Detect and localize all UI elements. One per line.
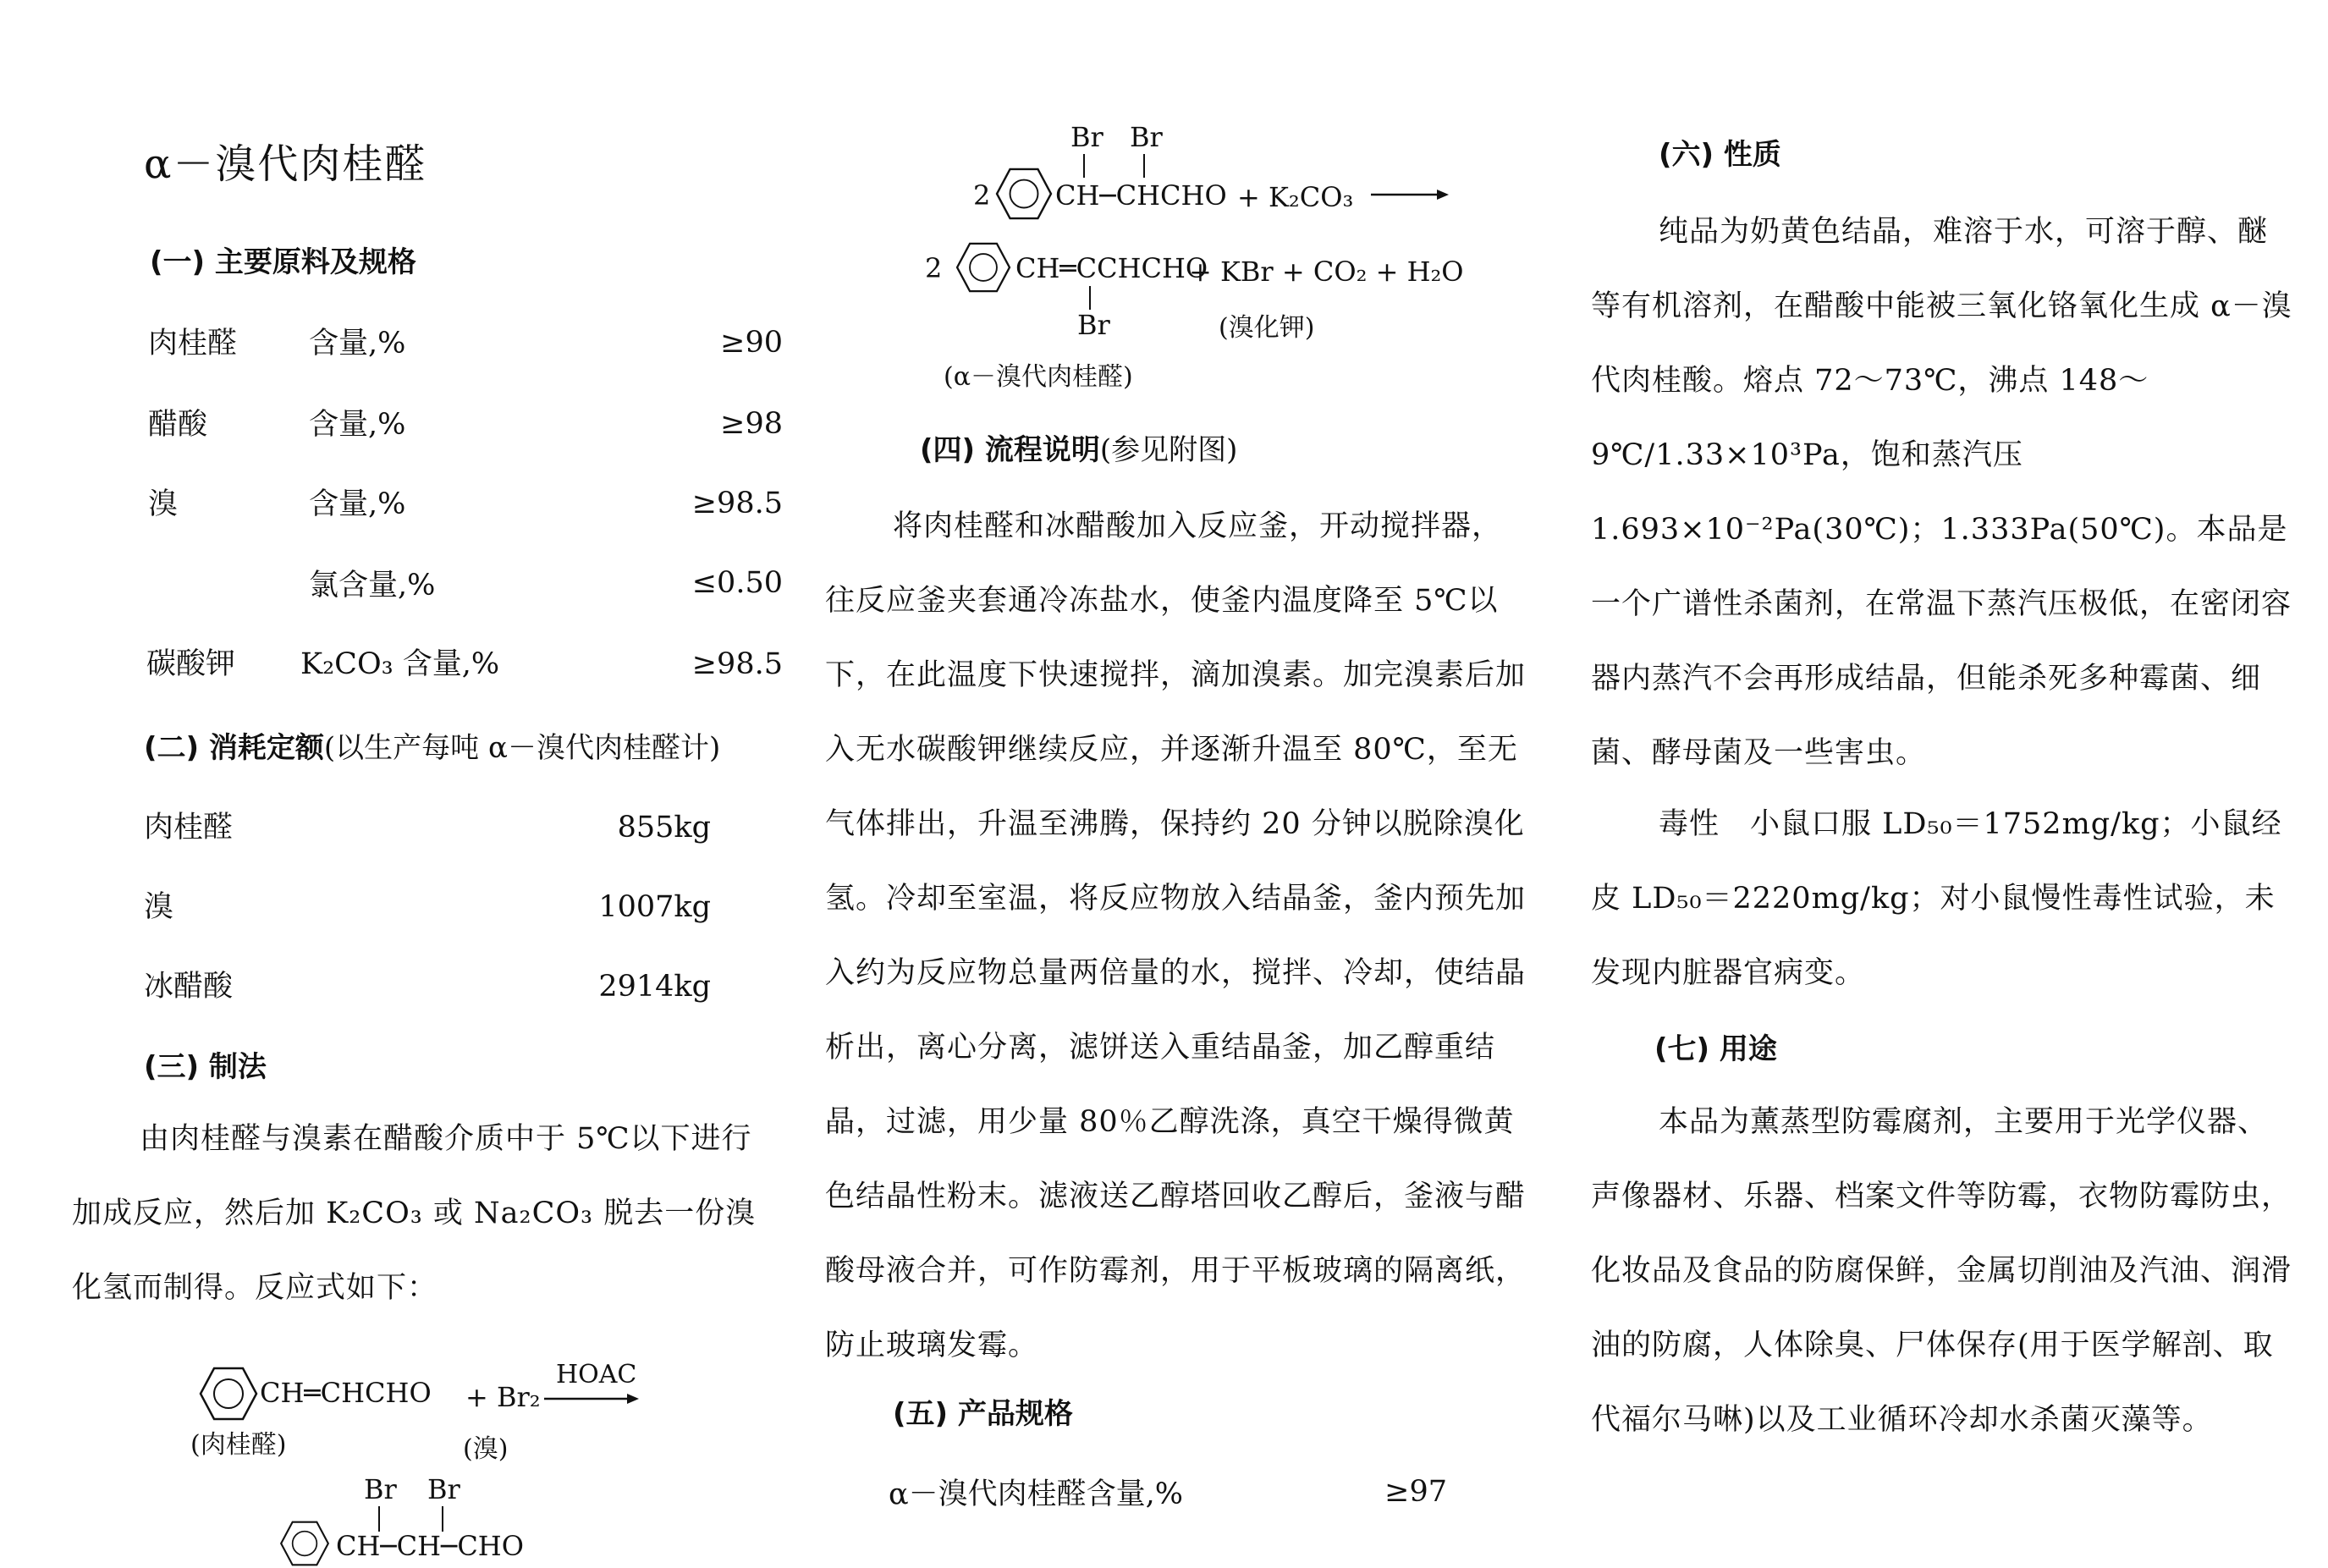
material-spec: K₂CO₃ 含量,% xyxy=(300,647,500,681)
reaction3-label-product: (α－溴代肉桂醛) xyxy=(944,362,1133,392)
uses-heading: (七) 用途 xyxy=(1654,1032,1777,1066)
material-name: 溴 xyxy=(148,487,179,521)
consumption-heading-note: (以生产每吨 α－溴代肉桂醛计) xyxy=(323,731,721,765)
intermediate-chain: CH─CH─CHO xyxy=(336,1530,524,1562)
material-value: ≥98.5 xyxy=(691,487,783,520)
properties-paragraph: 纯品为奶黄色结晶，难溶于水，可溶于醇、醚等有机溶剂，在醋酸中能被三氧化铬氧化生成 α－溴代肉桂酸。熔点 72～73℃，沸点 148～9℃/1.33×10³Pa，饱和蒸汽压 1.693×10⁻²Pa(30℃)；1.333Pa(50℃)。本品是一个广谱性杀菌剂，在常温下蒸汽压极低，在密闭容器内蒸汽不会再形成结晶，但能杀死多种霉菌、细菌、酵母菌及一些害虫。 xyxy=(1591,215,2292,770)
consumption-name: 肉桂醛 xyxy=(144,811,234,845)
bond-line xyxy=(442,1506,443,1532)
material-name: 醋酸 xyxy=(148,408,208,442)
reaction2-coefficient: 2 xyxy=(973,179,991,212)
spec-value: ≥97 xyxy=(1384,1475,1447,1509)
consumption-heading xyxy=(144,724,720,766)
consumption-name: 溴 xyxy=(144,890,174,924)
material-spec: 含量,% xyxy=(309,487,406,521)
material-spec: 含量,% xyxy=(309,327,406,360)
reaction2-plus-k2co3: + K₂CO₃ xyxy=(1237,181,1354,213)
reaction3-products: + KBr + CO₂ + H₂O xyxy=(1189,256,1464,288)
bromine-label: Br xyxy=(427,1473,460,1505)
material-value: ≥98.5 xyxy=(691,647,783,681)
reaction1-label-cinnamaldehyde: (肉桂醛) xyxy=(190,1430,287,1460)
material-value: ≥90 xyxy=(720,326,783,360)
material-name: 碳酸钾 xyxy=(146,647,236,681)
consumption-name: 冰醋酸 xyxy=(144,970,234,1004)
reaction-arrow-icon xyxy=(544,1392,639,1406)
material-value: ≤0.50 xyxy=(691,566,783,600)
reaction3-label-kbr: (溴化钾) xyxy=(1219,313,1315,343)
materials-heading: (一) 主要原料及规格 xyxy=(150,245,416,279)
benzene-ring-icon xyxy=(954,242,1013,293)
column-middle xyxy=(825,0,1544,1568)
reaction3-chain: CH═CCHCHO xyxy=(1015,252,1208,284)
uses-paragraph: 本品为薰蒸型防霉腐剂，主要用于光学仪器、声像器材、乐器、档案文件等防霉，衣物防霉防虫，化妆品及食品的防腐保鲜，金属切削油及汽油、润滑油的防腐，人体除臭、尸体保存(用于医学解剖、取代福尔马啉)以及工业循环冷却水杀菌灭藻等。 xyxy=(1591,1105,2292,1437)
benzene-ring-icon xyxy=(275,1521,334,1566)
material-value: ≥98 xyxy=(720,407,783,441)
document-title: α－溴代肉桂醛 xyxy=(144,140,427,188)
bromine-label: Br xyxy=(364,1473,397,1505)
material-name: 肉桂醛 xyxy=(148,327,238,360)
bromine-label: Br xyxy=(1077,309,1110,341)
bromine-label: Br xyxy=(1070,121,1103,153)
properties-heading: (六) 性质 xyxy=(1659,138,1781,172)
method-paragraph: 由肉桂醛与溴素在醋酸介质中于 5℃以下进行加成反应，然后加 K₂CO₃ 或 Na₂CO₃ 脱去一份溴化氢而制得。反应式如下： xyxy=(72,1122,757,1305)
consumption-value: 1007kg xyxy=(598,890,711,924)
bond-line xyxy=(1089,286,1091,310)
process-heading-main: (四) 流程说明 xyxy=(920,433,1100,467)
reaction1-label-bromine: (溴) xyxy=(463,1434,509,1464)
reaction2-chain: CH─CHCHO xyxy=(1055,179,1227,212)
consumption-value: 2914kg xyxy=(598,970,711,1004)
column-left xyxy=(72,0,791,1568)
spec-name: α－溴代肉桂醛含量,% xyxy=(889,1477,1184,1511)
bond-line xyxy=(378,1506,380,1532)
process-heading-note: (参见附图) xyxy=(1099,433,1238,467)
reaction1-arrow-label: HOAC xyxy=(556,1360,637,1389)
spec-heading: (五) 产品规格 xyxy=(893,1397,1073,1431)
bond-line xyxy=(1083,154,1085,178)
benzene-ring-icon xyxy=(994,168,1054,220)
reaction-arrow-icon xyxy=(1371,188,1449,201)
reaction3-coefficient: 2 xyxy=(925,252,943,284)
material-spec: 含量,% xyxy=(309,408,406,442)
reaction1-plus-bromine: + Br₂ xyxy=(465,1381,541,1413)
bond-line xyxy=(1143,154,1145,178)
process-paragraph: 将肉桂醛和冰醋酸加入反应釜，开动搅拌器，往反应釜夹套通冷冻盐水，使釜内温度降至 5℃以下，在此温度下快速搅拌，滴加溴素。加完溴素后加入无水碳酸钾继续反应，并逐渐升温至 80℃，至无气体排出，升温至沸腾，保持约 20 分钟以脱除溴化氢。冷却至室温，将反应物放入结晶釜，釜内预先加入约为反应物总量两倍量的水，搅拌、冷却，使结晶析出，离心分离，滤饼送入重结晶釜，加乙醇重结晶，过滤，用少量 80％乙醇洗涤，真空干燥得微黄色结晶性粉末。滤液送乙醇塔回收乙醇后，釜液与醋酸母液合并，可作防霉剂，用于平板玻璃的隔离纸，防止玻璃发霉。 xyxy=(825,509,1527,1362)
reaction1-chain: CH═CHCHO xyxy=(260,1377,432,1409)
process-heading xyxy=(920,426,1237,468)
toxicity-paragraph: 毒性 小鼠口服 LD₅₀＝1752mg/kg；小鼠经皮 LD₅₀＝2220mg/kg；对小鼠慢性毒性试验，未发现内脏器官病变。 xyxy=(1591,807,2282,990)
method-heading: (三) 制法 xyxy=(144,1050,267,1084)
consumption-value: 855kg xyxy=(617,811,711,845)
consumption-heading-main: (二) 消耗定额 xyxy=(144,731,324,765)
column-right xyxy=(1591,0,2306,1568)
benzene-ring-icon xyxy=(199,1367,258,1421)
material-spec: 氯含量,% xyxy=(309,569,436,602)
bromine-label: Br xyxy=(1130,121,1163,153)
